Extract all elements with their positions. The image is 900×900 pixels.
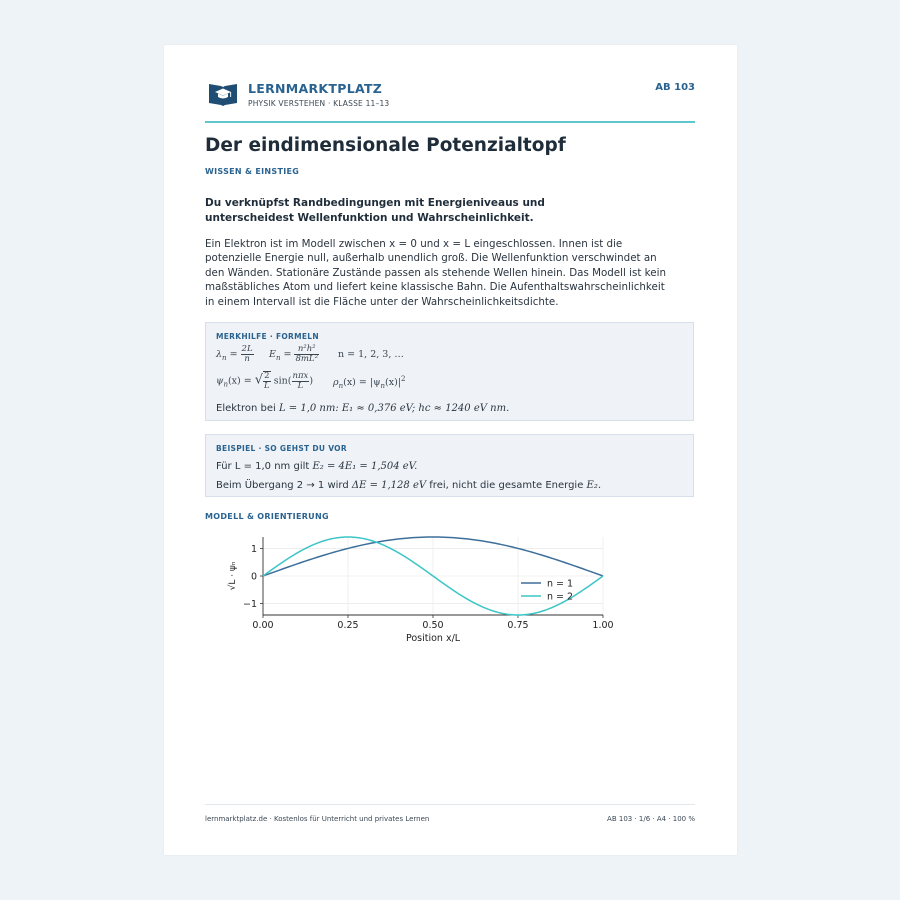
- y-axis-label: √L · ψₙ: [228, 561, 238, 591]
- brand-name: LERNMARKTPLATZ: [248, 81, 383, 96]
- x-tick-label: 0.75: [507, 620, 529, 631]
- example-box-title: BEISPIEL · SO GEHST DU VOR: [216, 444, 347, 453]
- y-tick-label: −1: [242, 599, 257, 611]
- legend-label: n = 1: [547, 578, 574, 590]
- footer-left: lernmarktplatz.de · Kostenlos für Unterricht und privates Lernen: [205, 815, 430, 823]
- page-header: [205, 81, 695, 121]
- header-divider: [205, 121, 695, 123]
- energy-formula: $E_n$ = $\frac{\text{n²h²}}{\text{8mL²}}$: [269, 344, 318, 364]
- example-line-1: Für L = 1,0 nm gilt E₂ = 4E₁ = 1,504 eV.: [216, 461, 418, 472]
- probability-density-formula: $\rho_n(x) = |\psi_n(x)|^2$: [333, 375, 406, 391]
- graduation-book-icon: [207, 81, 239, 107]
- formula-box: [205, 322, 694, 421]
- x-axis-label: Position x/L: [405, 633, 461, 644]
- x-tick-label: 0.50: [422, 620, 444, 631]
- example-line-2: Beim Übergang 2 → 1 wird ΔE = 1,128 eV frei, nicht die gesamte Energie E₂.: [216, 480, 602, 491]
- x-tick-label: 0.00: [252, 620, 274, 631]
- lead-paragraph: Du verknüpfst Randbedingungen mit Energieniveaus und unterscheidest Wellenfunktion und Wahrscheinlichkeit.: [205, 197, 545, 224]
- y-tick-label: 1: [250, 543, 257, 555]
- footer-divider: [205, 804, 695, 805]
- x-tick-label: 0.25: [337, 620, 359, 631]
- model-section-heading: MODELL & ORIENTIERUNG: [205, 512, 329, 521]
- formula-example-line: Elektron bei L = 1,0 nm: E₁ ≈ 0,376 eV; hc ≈ 1240 eV nm.: [216, 403, 510, 414]
- wavelength-formula: $\lambda_n$ = $\frac{2L}{n}$: [216, 344, 253, 364]
- legend-label: n = 2: [547, 591, 574, 603]
- example-box: [205, 434, 694, 497]
- page-title: Der eindimensionale Potenzialtopf: [205, 135, 566, 156]
- brand-subtitle: PHYSIK VERSTEHEN · KLASSE 11–13: [248, 99, 390, 108]
- quantum-number-range: n = 1, 2, 3, …: [338, 349, 404, 360]
- wavefunction-chart: [223, 529, 643, 654]
- worksheet-page: [164, 45, 737, 855]
- x-tick-label: 1.00: [592, 620, 614, 631]
- section-kicker: WISSEN & EINSTIEG: [205, 167, 300, 176]
- footer-right: AB 103 · 1/6 · A4 · 100 %: [607, 815, 695, 823]
- body-paragraph: Ein Elektron ist im Modell zwischen x = 0 und x = L eingeschlossen. Innen ist die potenzielle Energie null, außerhalb unendlich groß. Die Wellenfunktion verschwindet an den Wänden. Stationäre Zustände passen als stehende Wellen hinein. Das Modell ist kein maßstäbliches Atom und liefert keine klassische Bahn. Die Aufenthaltswahrscheinlichkeit in einem Intervall ist die Fläche unter der Wahrscheinlichkeitsdichte.: [205, 238, 666, 308]
- y-tick-label: 0: [250, 571, 257, 583]
- wavefunction-formula: $\psi_n(x)$ = √ $\frac{2}{L}$ sin( $\frac{\text{nπx}}{L}$ ): [216, 370, 314, 391]
- worksheet-code: AB 103: [655, 82, 695, 93]
- formula-box-title: MERKHILFE · FORMELN: [216, 332, 319, 341]
